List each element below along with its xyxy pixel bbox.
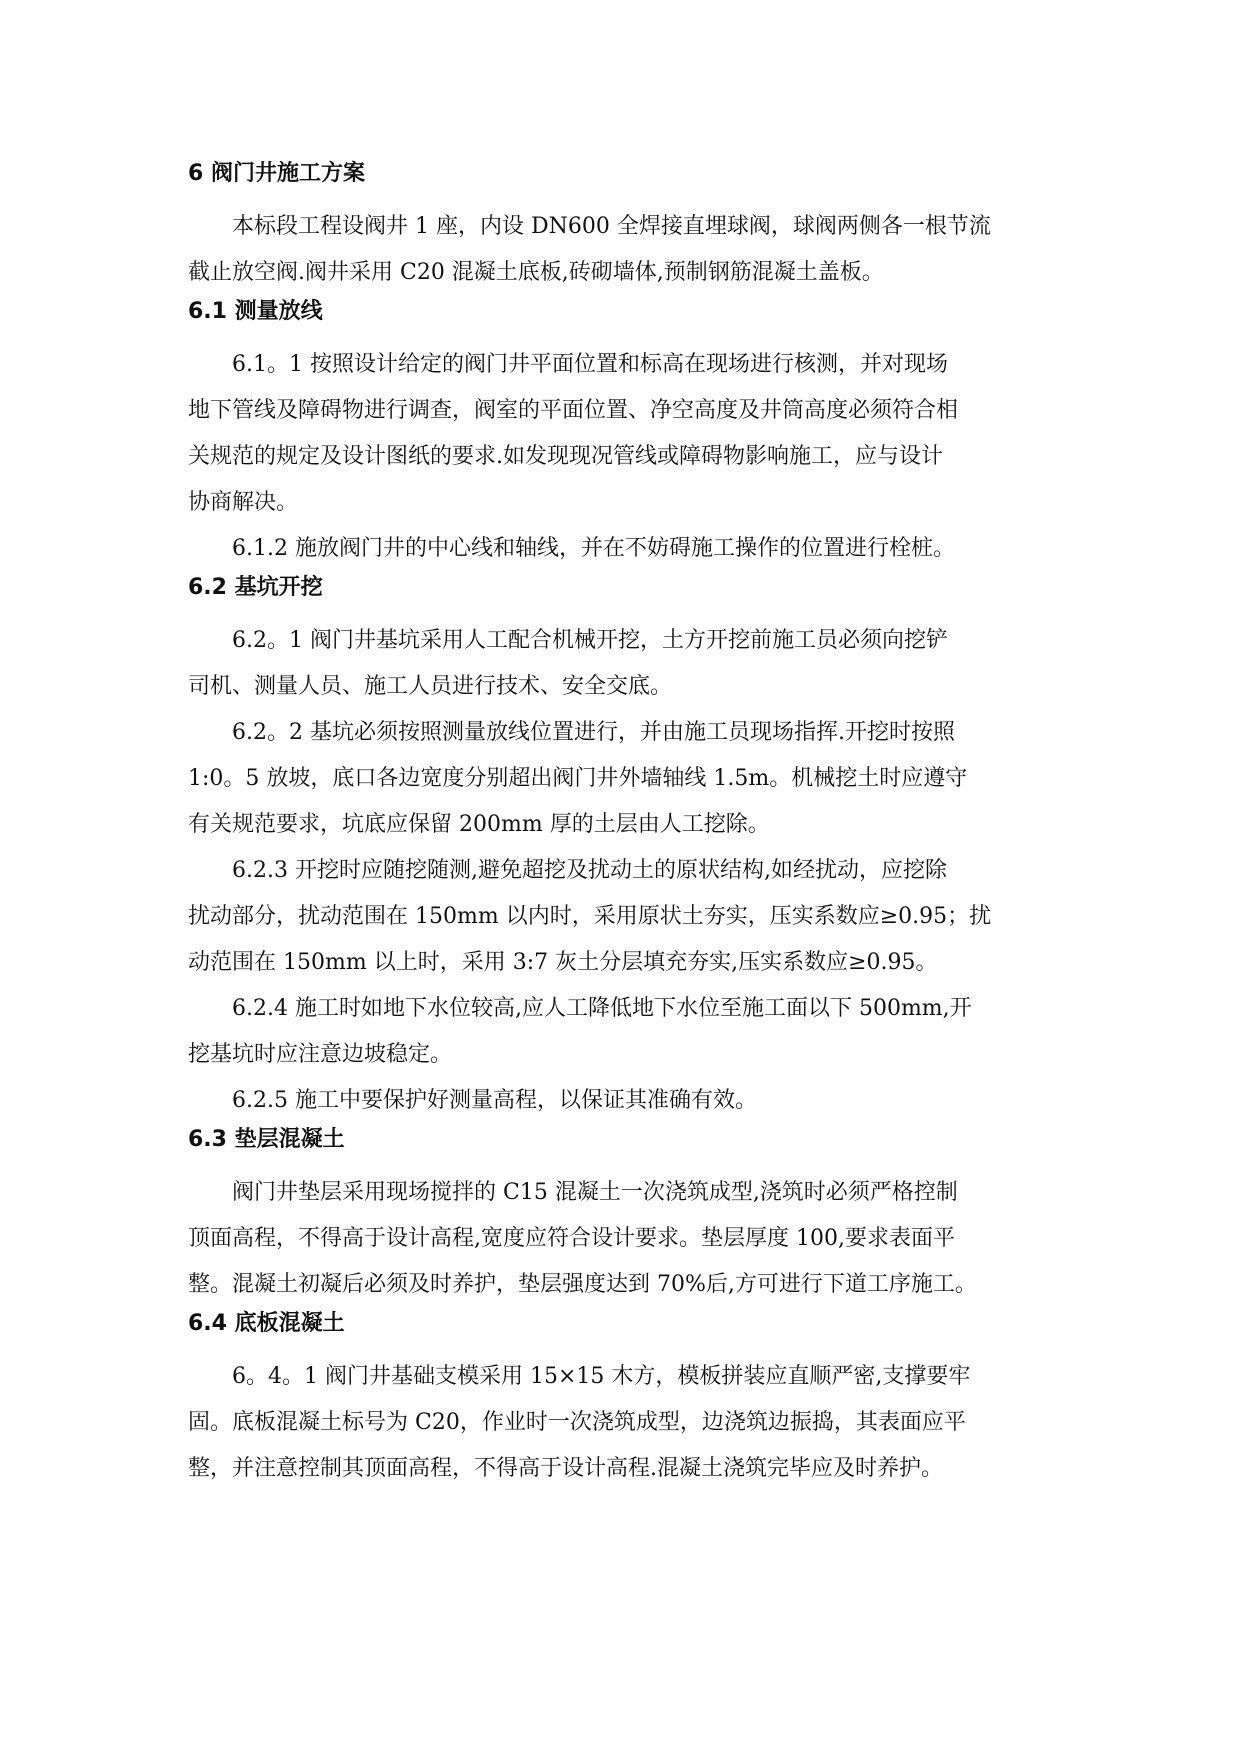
section-heading-6-1: 6.1 测量放线 [188,299,323,324]
text-line: 6。4。1 阀门井基础支模采用 15×15 木方，模板拼装应直顺严密,支撑要牢 [232,1364,971,1389]
text-line: 动范围在 150mm 以上时，采用 3:7 灰土分层填充夯实,压实系数应≥0.95。 [188,950,938,975]
paragraph-6-2-5 [188,1078,1058,1124]
paragraph-6-4-1 [188,1354,1058,1492]
text-line: 整，并注意控制其顶面高程，不得高于设计高程.混凝土浇筑完毕应及时养护。 [188,1456,943,1481]
paragraph-6-2-3 [188,848,1058,986]
paragraph-6-2-1 [188,618,1058,710]
text-line: 截止放空阀.阀井采用 C20 混凝土底板,砖砌墙体,预制钢筋混凝土盖板。 [188,260,884,285]
section-heading-6: 6 阀门井施工方案 [188,161,365,186]
text-line: 1:0。5 放坡，底口各边宽度分别超出阀门井外墙轴线 1.5m。机械挖土时应遵守 [188,766,968,791]
text-line: 6.1。1 按照设计给定的阀门井平面位置和标高在现场进行核测，并对现场 [232,352,948,377]
text-line: 6.2。2 基坑必须按照测量放线位置进行，并由施工员现场指挥.开挖时按照 [232,720,955,745]
text-line: 地下管线及障碍物进行调查，阀室的平面位置、净空高度及井筒高度必须符合相 [188,398,959,423]
paragraph-intro [188,204,1058,296]
paragraph-6-1-1 [188,342,1058,526]
section-heading-6-2: 6.2 基坑开挖 [188,575,323,600]
text-line: 6.2。1 阀门井基坑采用人工配合机械开挖，土方开挖前施工员必须向挖铲 [232,628,948,653]
paragraph-6-2-4 [188,986,1058,1078]
paragraph-6-3 [188,1170,1058,1308]
text-line: 有关规范要求，坑底应保留 200mm 厚的土层由人工挖除。 [188,812,770,837]
text-line: 6.2.4 施工时如地下水位较高,应人工降低地下水位至施工面以下 500mm,开 [232,996,972,1021]
text-line: 顶面高程，不得高于设计高程,宽度应符合设计要求。垫层厚度 100,要求表面平 [188,1226,955,1251]
section-heading-6-4: 6.4 底板混凝土 [188,1311,345,1336]
text-line: 阀门井垫层采用现场搅拌的 C15 混凝土一次浇筑成型,浇筑时必须严格控制 [232,1180,958,1205]
paragraph-6-2-2 [188,710,1058,848]
document-body [188,158,1058,1492]
text-line: 本标段工程设阀井 1 座，内设 DN600 全焊接直埋球阀，球阀两侧各一根节流 [232,214,991,239]
text-line: 6.2.5 施工中要保护好测量高程，以保证其准确有效。 [232,1088,757,1113]
text-line: 关规范的规定及设计图纸的要求.如发现现况管线或障碍物影响施工，应与设计 [188,444,943,469]
text-line: 固。底板混凝土标号为 C20，作业时一次浇筑成型，边浇筑边振捣，其表面应平 [188,1410,966,1435]
text-line: 整。混凝土初凝后必须及时养护，垫层强度达到 70%后,方可进行下道工序施工。 [188,1272,977,1297]
text-line: 司机、测量人员、施工人员进行技术、安全交底。 [188,674,673,699]
text-line: 挖基坑时应注意边坡稳定。 [188,1042,453,1067]
text-line: 6.2.3 开挖时应随挖随测,避免超挖及扰动土的原状结构,如经扰动，应挖除 [232,858,947,883]
paragraph-6-1-2 [188,526,1058,572]
text-line: 协商解决。 [188,490,299,515]
section-heading-6-3: 6.3 垫层混凝土 [188,1127,345,1152]
text-line: 6.1.2 施放阀门井的中心线和轴线，并在不妨碍施工操作的位置进行栓桩。 [232,536,955,561]
text-line: 扰动部分，扰动范围在 150mm 以内时，采用原状土夯实，压实系数应≥0.95；扰 [188,904,992,929]
